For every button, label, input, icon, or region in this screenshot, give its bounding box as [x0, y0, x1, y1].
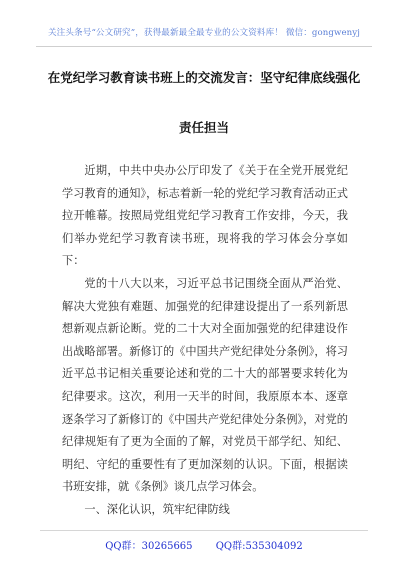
paragraph: 近期，中共中央办公厅印发了《关于在全党开展党纪学习教育的通知》，标志着新一轮的党纪学习教育活动正式拉开帷幕。按照局党组党纪学习教育工作安排，今天，我们举办党纪学习教育读书班，现将我的学习体会分享如下： [62, 164, 348, 268]
document-body [62, 160, 348, 522]
header-divider [36, 46, 372, 47]
section-heading: 一、深化认识，筑牢纪律防线 [84, 502, 230, 516]
footer-contacts [0, 537, 408, 552]
document-title-continued: 责任担当 [178, 120, 229, 135]
paragraph: 党的十八大以来，习近平总书记围绕全面从严治党、解决大党独有难题、加强党的纪律建设提出了一系列新思想新观点新论断。党的二十大对全面加强党的纪律建设作出战略部署。新修订的《中国共产党纪律处分条例》，将习近平总书记相关重要论述和党的二十大的部署要求转化为纪律要求。这次，利用一天半的时间，我原原本本、逐章逐条学习了新修订的《中国共产党纪律处分条例》，对党的纪律规矩有了更为全面的了解，对党员干部学纪、知纪、明纪、守纪的重要性有了更加深刻的认识。下面，根据读书班安排，就《条例》谈几点学习体会。 [62, 276, 348, 494]
qq-group-2: QQ群:535304092 [215, 541, 303, 552]
document-title: 在党纪学习教育读书班上的交流发言：坚守纪律底线强化 [47, 70, 361, 85]
header-banner: 关注头条号“公文研究”，获得最新最全最专业的公文资料库！ 微信：gongwenyj [47, 28, 361, 38]
footer-divider [40, 530, 368, 531]
qq-group-1: QQ群：30265665 [105, 541, 193, 552]
